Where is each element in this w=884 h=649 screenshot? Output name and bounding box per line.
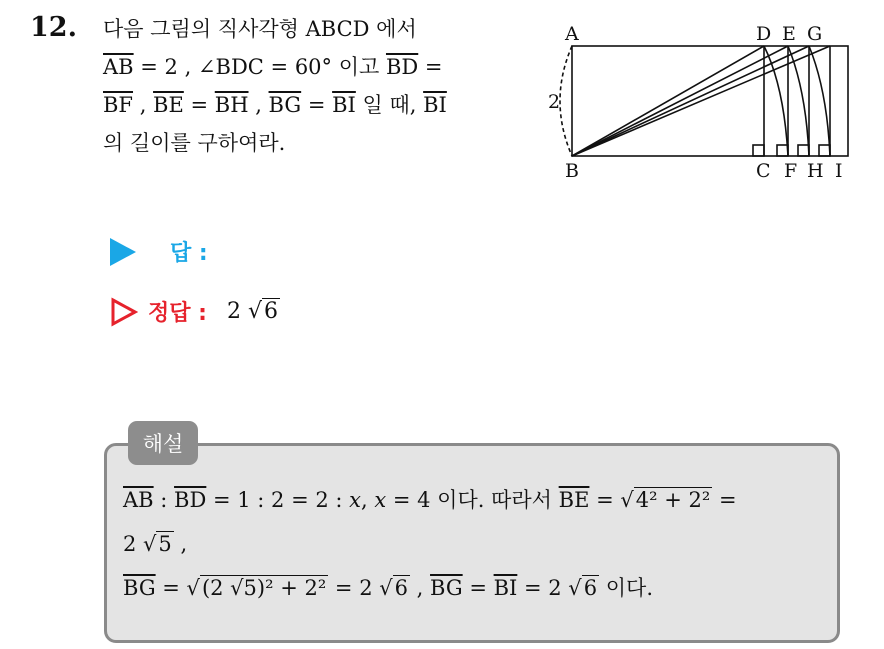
question-text (103, 10, 523, 162)
play-icon (110, 238, 136, 266)
question-line-4: 의 길이를 구하여라. (103, 131, 286, 155)
solution-text (123, 478, 835, 610)
solution-line-2: 2 √5 , (123, 532, 188, 556)
label-i: I (835, 160, 843, 180)
answer-label: 답 : (170, 241, 208, 266)
label-d: D (756, 23, 772, 45)
arc-d-f (764, 46, 788, 156)
correct-answer-row (110, 296, 280, 327)
rectangle-figure (548, 20, 858, 180)
answer-row (110, 236, 208, 267)
question-line-2: $\overline{AB} = 2$ , ∠BDC = 60° 이고 $\overline{BD}$ = (103, 55, 443, 79)
solution-line-3: $\overline{BG} = √(2$ √5)² + 2² = 2 √6 , $\overline{BG} = \overline{BI} = 2$ √6 이다. (123, 576, 654, 600)
label-side-length: 2 (548, 91, 561, 113)
label-g: G (807, 23, 823, 45)
label-c: C (756, 160, 771, 180)
correct-answer-value: 2 √6 (226, 299, 278, 324)
triangle-outline-icon (110, 297, 138, 327)
segment-bi (572, 46, 830, 156)
label-f: F (784, 160, 798, 180)
question-line-1: 다음 그림의 직사각형 ABCD 에서 (103, 17, 417, 41)
solution-line-1: $\overline{AB}$ : $\overline{BD} = 1$ : 2 = 2 : x, x = 4 이다. 따라서 $\overline{BE} = √4^2 + 2^2$ = (123, 488, 737, 512)
correct-answer-label: 정답 : (148, 301, 207, 326)
segment-be (572, 46, 788, 156)
label-a: A (565, 23, 579, 45)
label-b: B (565, 160, 579, 180)
segment-bg (572, 46, 809, 156)
label-h: H (807, 160, 824, 180)
label-e: E (782, 23, 796, 45)
dashed-arc-ab (560, 46, 572, 156)
solution-tag: 해설 (128, 421, 198, 465)
outer-rectangle (572, 46, 848, 156)
arc-g-i (809, 46, 830, 156)
segment-bd (572, 46, 764, 156)
question-number: 12. (30, 12, 77, 43)
question-line-3: $\overline{BF}$ , $\overline{BE} = \overline{BH}$ , $\overline{BG} = \overline{BI}$ 일 때, $\overline{BI}$ (103, 93, 447, 117)
